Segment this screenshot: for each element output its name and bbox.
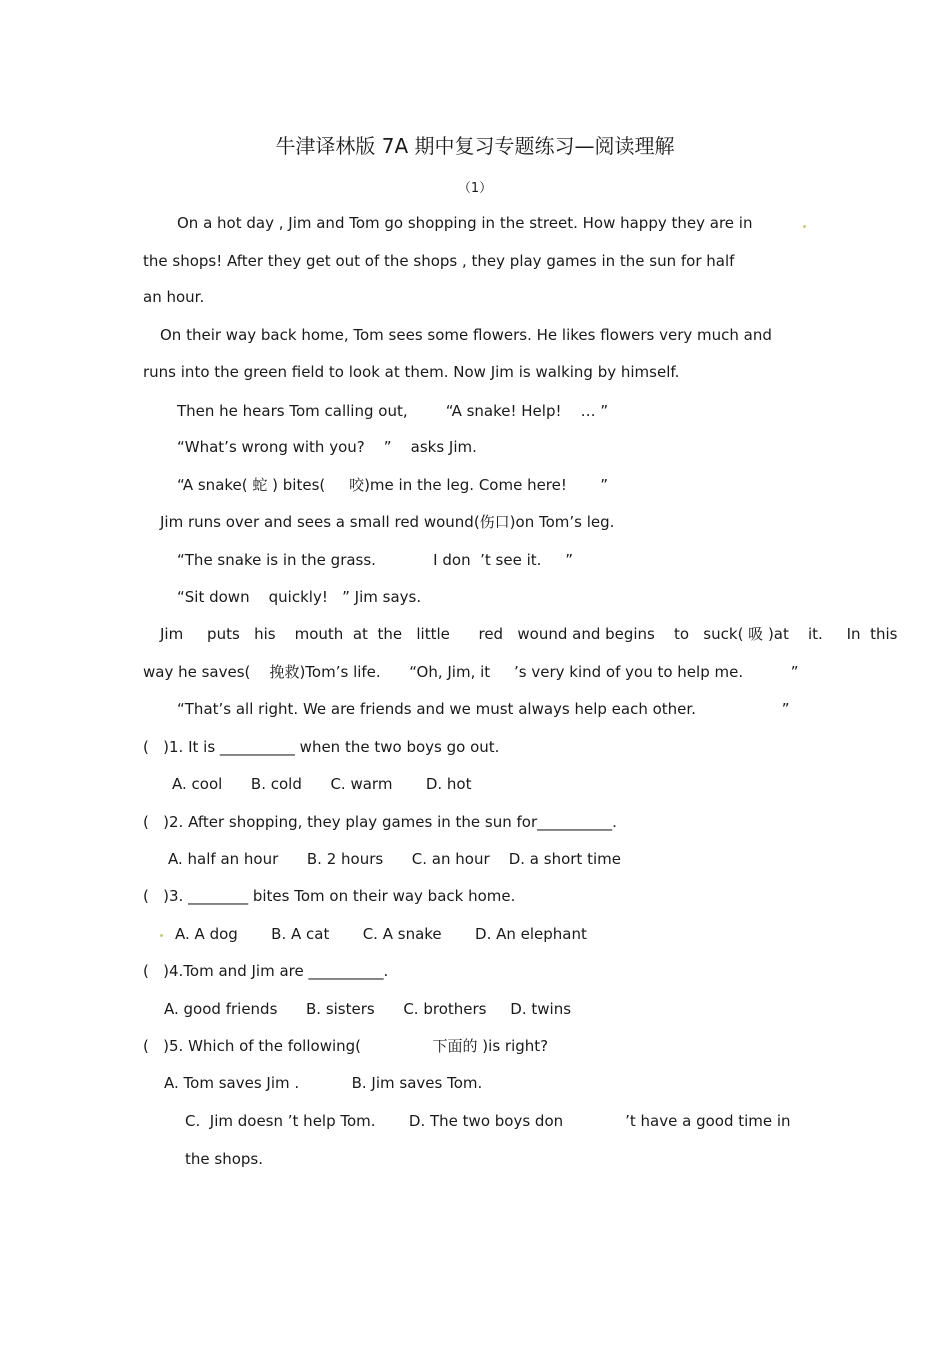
question-stem: ( )5. Which of the following( 下面的 )is right? [143, 1037, 549, 1055]
question-stem: ( )4.Tom and Jim are __________. [143, 962, 389, 980]
passage-line: the shops! After they get out of the shops , they play games in the sun for half [143, 252, 735, 270]
question-options: A. half an hour B. 2 hours C. an hour D. a short time [168, 850, 621, 868]
scan-speck [160, 934, 163, 937]
passage-line: On a hot day , Jim and Tom go shopping in the street. How happy they are in [177, 214, 753, 232]
passage-line: an hour. [143, 288, 205, 306]
question-options: A. Tom saves Jim . B. Jim saves Tom. [164, 1074, 483, 1092]
passage-line: On their way back home, Tom sees some flowers. He likes flowers very much and [160, 326, 772, 344]
question-options: the shops. [185, 1150, 263, 1168]
passage-line: “Sit down quickly! ” Jim says. [177, 588, 422, 606]
passage-line: Jim runs over and sees a small red wound(伤口)on Tom’s leg. [160, 513, 615, 531]
section-number: （1） [457, 181, 493, 196]
passage-line: “That’s all right. We are friends and we must always help each other. ” [177, 700, 790, 718]
scan-speck [803, 225, 806, 228]
question-options: A. A dog B. A cat C. A snake D. An elephant [175, 925, 587, 943]
passage-line: Jim puts his mouth at the little red wound and begins to suck( 吸 )at it. In this [160, 625, 898, 643]
question-options: C. Jim doesn ’t help Tom. D. The two boys don ’t have a good time in [185, 1112, 791, 1130]
question-stem: ( )3. ________ bites Tom on their way back home. [143, 887, 516, 905]
question-stem: ( )1. It is __________ when the two boys go out. [143, 738, 500, 756]
passage-line: runs into the green field to look at them. Now Jim is walking by himself. [143, 363, 680, 381]
question-options: A. cool B. cold C. warm D. hot [172, 775, 472, 793]
question-options: A. good friends B. sisters C. brothers D. twins [164, 1000, 572, 1018]
page-title: 牛津译林版 7A 期中复习专题练习—阅读理解 [275, 134, 675, 158]
passage-line: Then he hears Tom calling out, “A snake! Help! … ” [177, 402, 609, 420]
passage-line: “A snake( 蛇 ) bites( 咬)me in the leg. Come here! ” [177, 476, 609, 494]
passage-line: “The snake is in the grass. I don ’t see it. ” [177, 551, 573, 569]
passage-line: “What’s wrong with you? ” asks Jim. [177, 438, 477, 456]
passage-line: way he saves( 挽救)Tom’s life. “Oh, Jim, it ’s very kind of you to help me. ” [143, 663, 799, 681]
question-stem: ( )2. After shopping, they play games in the sun for__________. [143, 813, 617, 831]
